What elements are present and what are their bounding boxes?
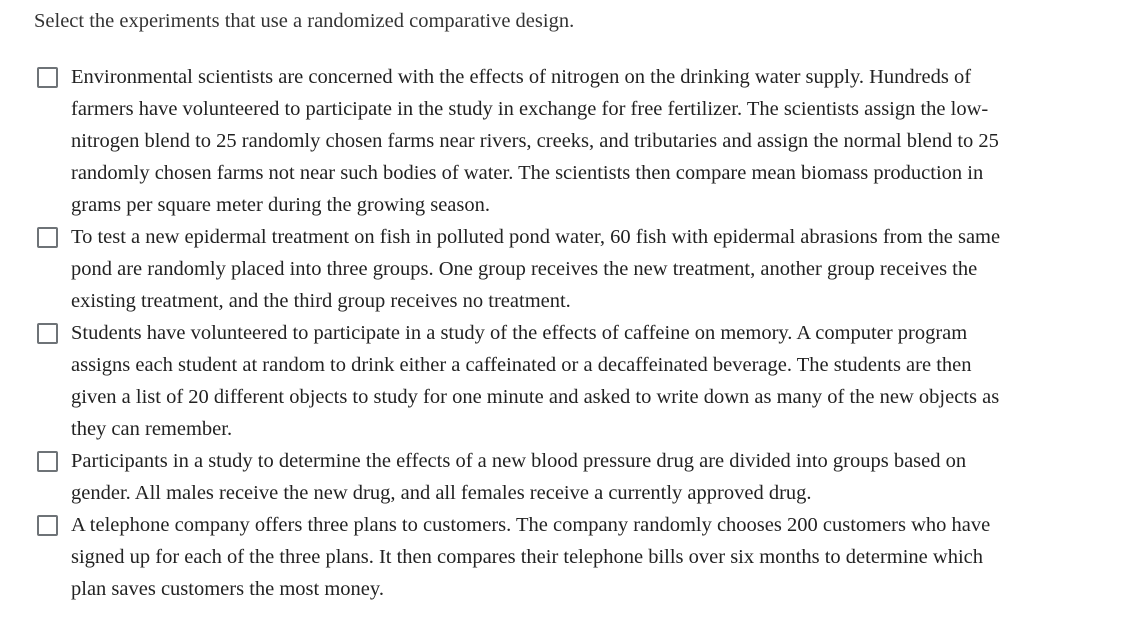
answer-option-2[interactable] (37, 221, 1117, 317)
answer-option-1[interactable] (37, 61, 1117, 221)
answer-option-4[interactable] (37, 445, 1117, 509)
answer-option-5[interactable] (37, 509, 1117, 605)
checkbox-icon[interactable] (37, 67, 58, 88)
answer-option-text: Students have volunteered to participate in a study of the effects of caffeine on memory. A computer program assigns each student at random to drink either a caffeinated or a decaffeinated beverage. The students are then given a list of 20 different objects to study for one minute and asked to write down as many of the new objects as they can remember. (71, 322, 1000, 440)
checkbox-icon[interactable] (37, 323, 58, 344)
answer-option-text: To test a new epidermal treatment on fish in polluted pond water, 60 fish with epidermal abrasions from the same pond are randomly placed into three groups. One group receives the new treatment, another group receives the existing treatment, and the third group receives no treatment. (71, 226, 1001, 312)
answer-option-text: Environmental scientists are concerned with the effects of nitrogen on the drinking water supply. Hundreds of farmers have volunteered to participate in the study in exchange for free fertilizer. The scientists assign the low-nitrogen blend to 25 randomly chosen farms near rivers, creeks, and tributaries and assign the normal blend to 25 randomly chosen farms not near such bodies of water. The scientists then compare mean biomass production in grams per square meter during the growing season. (71, 66, 999, 216)
checkbox-icon[interactable] (37, 515, 58, 536)
answer-options-list (37, 61, 1117, 605)
checkbox-icon[interactable] (37, 451, 58, 472)
answer-option-text: Participants in a study to determine the effects of a new blood pressure drug are divided into groups based on gender. All males receive the new drug, and all females receive a currently approved drug. (71, 450, 967, 504)
answer-option-3[interactable] (37, 317, 1117, 445)
checkbox-icon[interactable] (37, 227, 58, 248)
question-prompt: Select the experiments that use a randomized comparative design. (34, 10, 575, 32)
answer-option-text: A telephone company offers three plans to customers. The company randomly chooses 200 customers who have signed up for each of the three plans. It then compares their telephone bills over six months to determine which plan saves customers the most money. (71, 514, 991, 600)
